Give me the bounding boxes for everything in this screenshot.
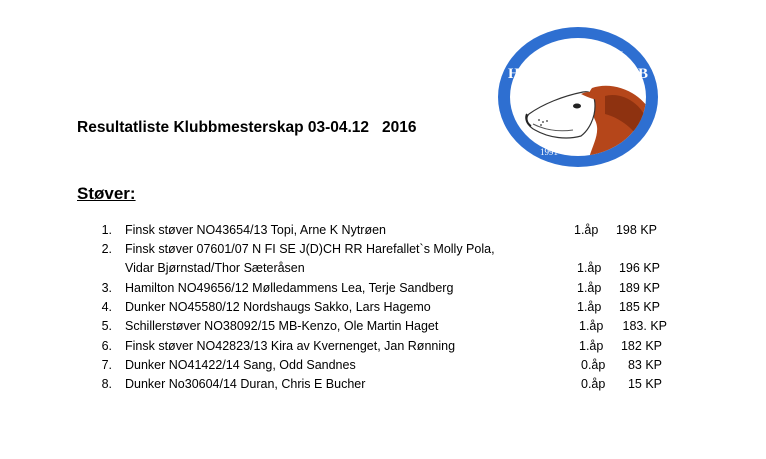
item-text: Hamilton NO49656/12 Mølledammens Lea, Terje Sandberg	[125, 281, 454, 295]
item-points: 189 KP	[618, 281, 660, 295]
item-text: Dunker NO41422/14 Sang, Odd Sandnes	[125, 358, 356, 372]
item-result: 1.åp	[577, 300, 602, 314]
item-text: Finsk støver 07601/07 N FI SE J(D)CH RR Harefallet`s Molly Pola,	[125, 242, 495, 256]
logo-year: 1991	[540, 147, 558, 157]
item-number: 7.	[101, 358, 112, 372]
item-text: Finsk støver NO43654/13 Topi, Arne K Nytrøen	[125, 223, 386, 237]
list-item	[0, 337, 766, 356]
list-item	[0, 356, 766, 375]
list-item	[0, 240, 766, 259]
item-number: 4.	[101, 300, 112, 314]
item-number: 1.	[101, 223, 112, 237]
list-item	[0, 375, 766, 394]
item-points: 183. KP	[622, 319, 667, 333]
list-item	[0, 317, 766, 336]
item-points: 15 KP	[627, 377, 662, 391]
item-result: 1.åp	[577, 261, 602, 275]
item-text-line2: Vidar Bjørnstad/Thor Sæteråsen	[125, 261, 305, 275]
club-logo	[497, 26, 659, 168]
list-item	[0, 298, 766, 317]
list-item	[0, 279, 766, 298]
logo-main-text: HAREHUNDKLUBB	[507, 66, 649, 82]
item-number: 5.	[101, 319, 112, 333]
item-result: 1.åp	[579, 339, 604, 353]
item-points: 198 KP	[615, 223, 657, 237]
item-result: 0.åp	[581, 377, 606, 391]
item-text: Dunker No30604/14 Duran, Chris E Bucher	[125, 377, 366, 391]
item-points: 83 KP	[627, 358, 662, 372]
document-title: Resultatliste Klubbmesterskap 03-04.12 2016	[77, 119, 417, 136]
item-result: 1.åp	[574, 223, 599, 237]
item-points: 182 KP	[620, 339, 662, 353]
item-result: 0.åp	[581, 358, 606, 372]
item-number: 3.	[101, 281, 112, 295]
item-number: 6.	[101, 339, 112, 353]
item-points: 196 KP	[618, 261, 660, 275]
item-text: Finsk støver NO42823/13 Kira av Kvernenget, Jan Rønning	[125, 339, 456, 353]
item-text: Schillerstøver NO38092/15 MB-Kenzo, Ole Martin Haget	[125, 319, 439, 333]
section-heading: Støver:	[77, 184, 136, 203]
logo-top-text: ØSTERDALEN	[533, 48, 623, 63]
list-item	[0, 221, 766, 240]
list-item-continuation	[0, 259, 766, 278]
item-number: 8.	[101, 377, 112, 391]
item-result: 1.åp	[577, 281, 602, 295]
item-points: 185 KP	[618, 300, 660, 314]
item-text: Dunker NO45580/12 Nordshaugs Sakko, Lars Hagemo	[125, 300, 431, 314]
item-number: 2.	[101, 242, 112, 256]
item-result: 1.åp	[579, 319, 604, 333]
